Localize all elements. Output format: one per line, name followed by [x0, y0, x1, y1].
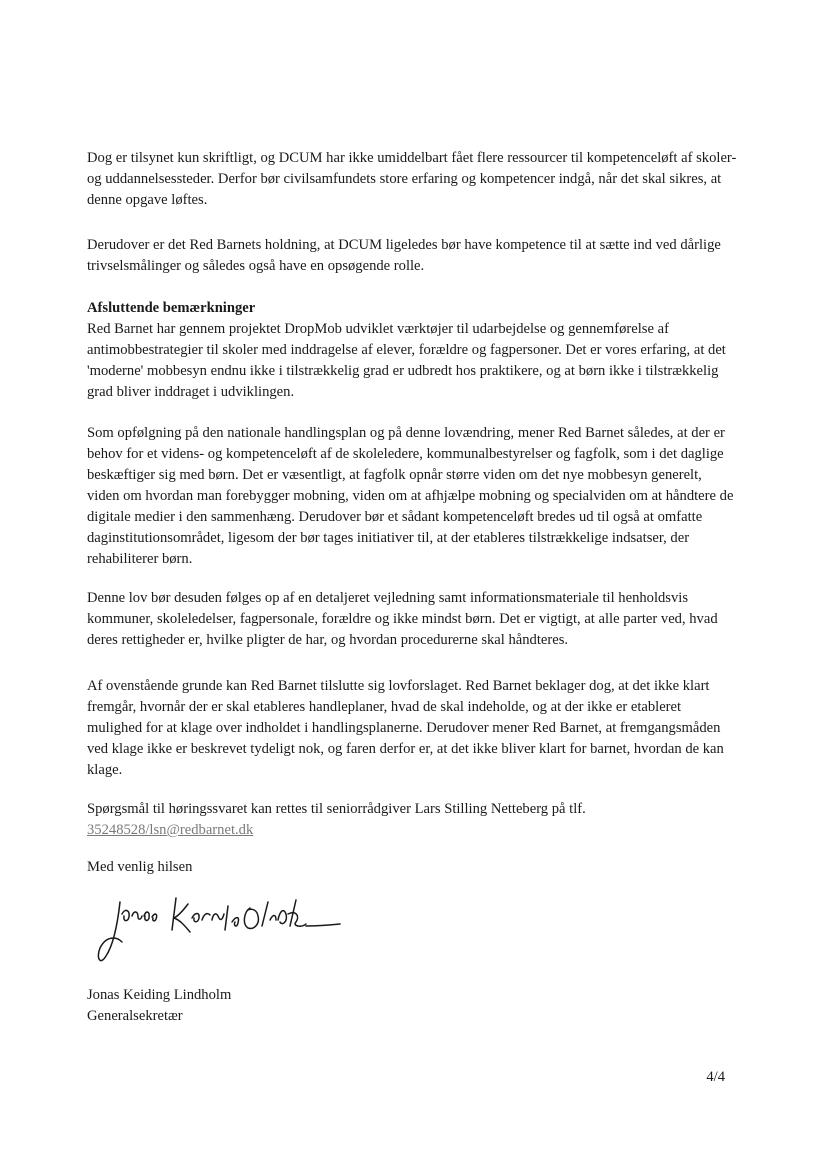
contact-link[interactable]: 35248528/lsn@redbarnet.dk	[87, 822, 254, 838]
signer-title: Generalsekretær	[87, 1008, 183, 1024]
paragraph-dcum-rolle: Derudover er det Red Barnets holdning, at DCUM ligeledes bør have kompetence til at sætte ind ved dårlige trivselsmålinger og således også have en opsøgende rolle.	[87, 237, 721, 274]
paragraph-dropmob: Red Barnet har gennem projektet DropMob udviklet værktøjer til udarbejdelse og gennemførelse af antimobbestrategier til skoler med inddragelse af elever, forældre og fagpersoner. Det er vores erfaring, at det 'moderne' mobbesyn endnu ikke i tilstrækkelig grad er udbredt hos praktikere, og at børn ikke i tilstrækkelig grad bliver inddraget i udviklingen.	[87, 321, 726, 400]
section-heading: Afsluttende bemærkninger	[87, 300, 256, 316]
paragraph-vejledning: Denne lov bør desuden følges op af en detaljeret vejledning samt informationsmateriale til henholdsvis kommuner, skoleledelser, fagpersonale, forældre og ikke mindst børn. Det er vigtigt, at alle parter ved, hvad deres rettigheder er, hvilke pligter de har, og hvordan procedurerne skal håndteres.	[87, 590, 718, 648]
contact-text: Spørgsmål til høringssvaret kan rettes til seniorrådgiver Lars Stilling Netteberg på tlf.	[87, 801, 586, 817]
paragraph-lovforslag: Af ovenstående grunde kan Red Barnet tilslutte sig lovforslaget. Red Barnet beklager dog, at det ikke klart fremgår, hvornår der er skal etableres handleplaner, hvad de skal indeholde, og at der ikke er etableret mulighed for at klage over indholdet i handlingsplanerne. Derudover mener Red Barnet, at fremgangsmåden ved klage ikke er beskrevet tydeligt nok, og faren derfor er, at det ikke bliver klart for barnet, hvordan de kan klage.	[87, 678, 724, 778]
paragraph-handlingsplan: Som opfølgning på den nationale handlingsplan og på denne lovændring, mener Red Barnet således, at der er behov for et videns- og kompetenceløft af de skoleledere, kommunalbestyrelser og fagfolk, som i det daglige beskæftiger sig med børn. Det er væsentligt, at fagfolk opnår større viden om det nye mobbesyn generelt, viden om hvordan man forebygger mobning, viden om at afhjælpe mobning og specialviden om at håndtere de digitale medier i den sammenhæng. Derudover bør et sådant kompetenceløft bredes ud til også at omfatte daginstitutionsområdet, ligesom der bør tages initiativer til, at der etableres tilstrækkelige indsatser, der rehabiliterer børn.	[87, 425, 734, 567]
closing-greeting: Med venlig hilsen	[87, 859, 193, 875]
paragraph-tilsyn: Dog er tilsynet kun skriftligt, og DCUM har ikke umiddelbart fået flere ressourcer til kompetenceløft af skoler- og uddannelsessteder. Derfor bør civilsamfundets store erfaring og kompetencer indgå, når det skal sikres, at denne opgave løftes.	[87, 150, 737, 208]
signature-image	[92, 886, 344, 970]
page-number: 4/4	[706, 1069, 725, 1085]
section-closing-remarks	[87, 298, 737, 403]
signer-name: Jonas Keiding Lindholm	[87, 987, 232, 1003]
contact-block	[87, 799, 737, 841]
